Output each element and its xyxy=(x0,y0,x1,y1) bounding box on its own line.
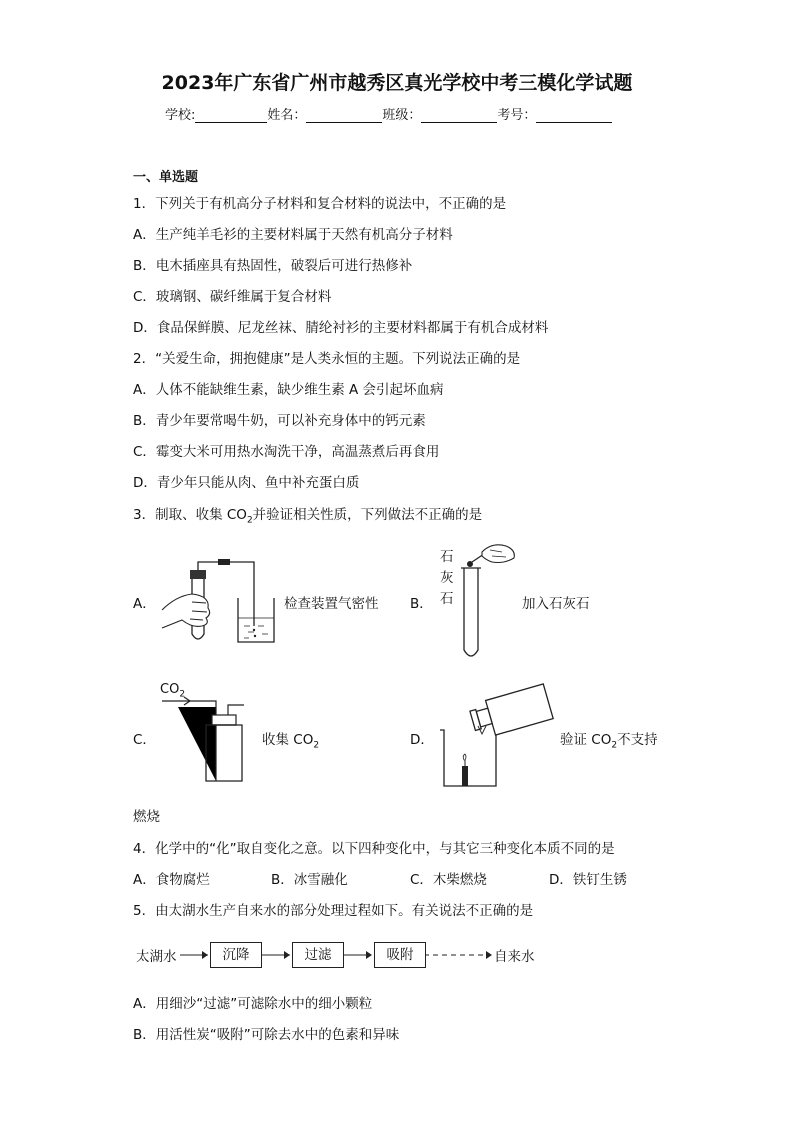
q1-option-a[interactable]: A．生产纯羊毛衫的主要材料属于天然有机高分子材料 xyxy=(133,227,453,243)
q5-stem: 5．由太湖水生产自来水的部分处理过程如下。有关说法不正确的是 xyxy=(133,903,534,919)
exam-no-label: 考号： xyxy=(497,108,537,123)
exam-no-blank[interactable] xyxy=(536,108,612,123)
q4-option-a[interactable]: A．食物腐烂 xyxy=(133,872,210,888)
q5-option-b[interactable]: B．用活性炭“吸附”可除去水中的色素和异味 xyxy=(133,1027,400,1043)
q3-option-c-letter[interactable]: C． xyxy=(133,732,156,748)
class-blank[interactable] xyxy=(421,108,497,123)
student-info-line xyxy=(165,104,612,123)
q3-b-label-3: 石 xyxy=(440,591,454,607)
school-blank[interactable] xyxy=(195,108,267,123)
q1-option-b[interactable]: B．电木插座具有热固性，破裂后可进行热修补 xyxy=(133,258,413,274)
q3-c-arrow-label: $CO_2$ xyxy=(160,682,186,700)
class-label: 班级： xyxy=(382,108,422,123)
q4-stem: 4．化学中的“化”取自变化之意。以下四种变化中，与其它三种变化本质不同的是 xyxy=(133,841,615,857)
q2-option-c[interactable]: C．霉变大米可用热水淘洗干净，高温蒸煮后再食用 xyxy=(133,444,440,460)
q5-option-a[interactable]: A．用细沙“过滤”可滤除水中的细小颗粒 xyxy=(133,996,373,1012)
name-label: 姓名： xyxy=(267,108,307,123)
q4-option-b[interactable]: B．冰雪融化 xyxy=(271,872,348,888)
q3-b-label-2: 灰 xyxy=(440,570,454,586)
q3-b-label-1: 石 xyxy=(440,549,454,565)
q2-option-d[interactable]: D．青少年只能从肉、鱼中补充蛋白质 xyxy=(133,475,360,491)
q1-option-c[interactable]: C．玻璃钢、碳纤维属于复合材料 xyxy=(133,289,332,305)
section-title: 一、单选题 xyxy=(133,170,199,185)
q5-flow-start: 太湖水 xyxy=(136,949,177,965)
q3-option-a-letter[interactable]: A． xyxy=(133,596,156,612)
page-title: 2023年广东省广州市越秀区真光学校中考三模化学试题 xyxy=(161,72,633,94)
q3-option-b-caption: 加入石灰石 xyxy=(522,596,590,612)
q1-option-d[interactable]: D．食品保鲜膜、尼龙丝袜、腈纶衬衫的主要材料都属于有机合成材料 xyxy=(133,320,549,336)
q3-c-apparatus-figure xyxy=(160,695,250,787)
q5-flow-end: 自来水 xyxy=(494,949,535,965)
q4-option-c[interactable]: C．木柴燃烧 xyxy=(410,872,487,888)
q3-option-a-caption: 检查装置气密性 xyxy=(284,596,379,612)
q3-b-apparatus-figure xyxy=(458,540,522,662)
q5-flow-step-settling: 沉降 xyxy=(210,942,262,968)
name-blank[interactable] xyxy=(306,108,382,123)
q5-flow-step-adsorption: 吸附 xyxy=(374,942,426,968)
q2-stem: 2．“关爱生命，拥抱健康”是人类永恒的主题。下列说法正确的是 xyxy=(133,351,521,367)
q5-flow-step-filtering: 过滤 xyxy=(292,942,344,968)
q3-d-apparatus-figure xyxy=(438,682,556,790)
q4-option-d[interactable]: D．铁钉生锈 xyxy=(549,872,627,888)
school-label: 学校: xyxy=(165,108,196,123)
q3-a-apparatus-figure xyxy=(158,556,288,648)
q3-option-c-caption: 收集 $CO_2$ xyxy=(262,732,320,751)
q3-option-d-caption: 验证 $CO_2$不支持 xyxy=(560,732,658,751)
q3-option-b-letter[interactable]: B． xyxy=(410,596,433,612)
q3-option-d-caption-continued: 燃烧 xyxy=(133,809,160,825)
q2-option-a[interactable]: A．人体不能缺维生素，缺少维生素 A 会引起坏血病 xyxy=(133,382,444,398)
q1-stem: 1．下列关于有机高分子材料和复合材料的说法中，不正确的是 xyxy=(133,196,507,212)
q3-stem: 3．制取、收集 $CO_2$并验证相关性质，下列做法不正确的是 xyxy=(133,507,483,526)
q2-option-b[interactable]: B．青少年要常喝牛奶，可以补充身体中的钙元素 xyxy=(133,413,426,429)
q3-option-d-letter[interactable]: D． xyxy=(410,732,434,748)
